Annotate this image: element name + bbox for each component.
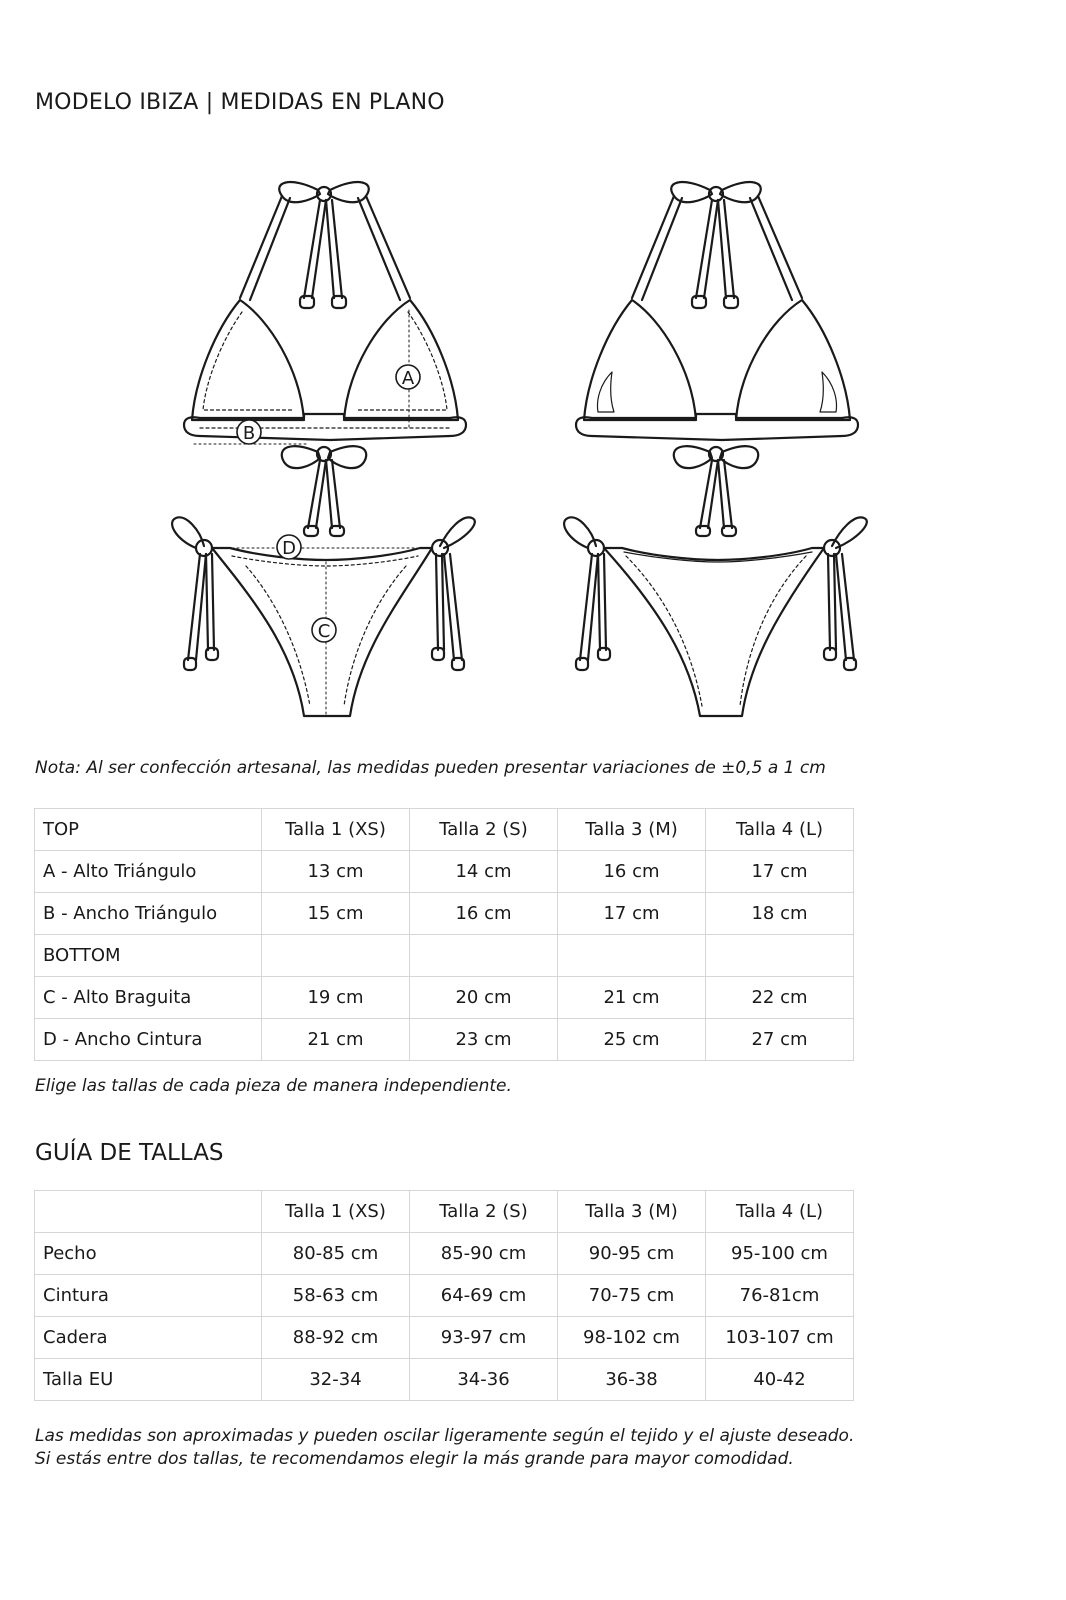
- front-bottom-drawing: [172, 517, 475, 716]
- table-cell: 34-36: [410, 1359, 558, 1401]
- table-cell: 27 cm: [706, 1019, 854, 1061]
- table-row: [35, 1019, 854, 1061]
- table-cell: 19 cm: [262, 977, 410, 1019]
- table-row: [35, 851, 854, 893]
- table-row: [35, 893, 854, 935]
- table-cell: C - Alto Braguita: [35, 977, 262, 1019]
- table-cell: Talla 2 (S): [410, 1191, 558, 1233]
- table-cell: 93-97 cm: [410, 1317, 558, 1359]
- label-marker-b: [237, 420, 261, 444]
- table-cell: 17 cm: [558, 893, 706, 935]
- table-cell: 25 cm: [558, 1019, 706, 1061]
- table-row: [35, 1275, 854, 1317]
- table-cell: 88-92 cm: [262, 1317, 410, 1359]
- table-row: [35, 1317, 854, 1359]
- table-cell: [35, 1191, 262, 1233]
- table-cell: [262, 935, 410, 977]
- table-cell: 36-38: [558, 1359, 706, 1401]
- table-cell: 21 cm: [262, 1019, 410, 1061]
- table-row: [35, 1233, 854, 1275]
- svg-text:B: B: [242, 423, 256, 444]
- back-bottom-drawing: [564, 517, 867, 716]
- svg-text:C: C: [317, 621, 331, 642]
- table-cell: 23 cm: [410, 1019, 558, 1061]
- table-cell: 103-107 cm: [706, 1317, 854, 1359]
- table-cell: 85-90 cm: [410, 1233, 558, 1275]
- svg-text:D: D: [282, 538, 296, 559]
- label-marker-c: [312, 618, 336, 642]
- table-cell: 20 cm: [410, 977, 558, 1019]
- table-cell: Talla 3 (M): [558, 809, 706, 851]
- footer-line-1: Las medidas son aproximadas y pueden oscilar ligeramente según el tejido y el ajuste deseado.: [35, 1426, 855, 1446]
- table-cell: 98-102 cm: [558, 1317, 706, 1359]
- table-cell: [410, 935, 558, 977]
- table-cell: Pecho: [35, 1233, 262, 1275]
- table-cell: Talla EU: [35, 1359, 262, 1401]
- page-title: MODELO IBIZA | MEDIDAS EN PLANO: [35, 90, 445, 115]
- table-row: [35, 809, 854, 851]
- footer-line-2: Si estás entre dos tallas, te recomendamos elegir la más grande para mayor comodidad.: [35, 1449, 794, 1469]
- measures-table: [34, 808, 854, 1061]
- label-marker-a: [396, 365, 420, 389]
- table-cell: Talla 3 (M): [558, 1191, 706, 1233]
- table-cell: [558, 935, 706, 977]
- table-cell: [706, 935, 854, 977]
- table-cell: Cintura: [35, 1275, 262, 1317]
- table-cell: BOTTOM: [35, 935, 262, 977]
- table-cell: 58-63 cm: [262, 1275, 410, 1317]
- table-cell: Cadera: [35, 1317, 262, 1359]
- table-cell: 22 cm: [706, 977, 854, 1019]
- table-cell: Talla 1 (XS): [262, 809, 410, 851]
- svg-text:A: A: [401, 368, 415, 389]
- table-cell: 40-42: [706, 1359, 854, 1401]
- table-cell: 17 cm: [706, 851, 854, 893]
- table-row: [35, 1359, 854, 1401]
- table-row: [35, 977, 854, 1019]
- table-cell: Talla 4 (L): [706, 809, 854, 851]
- table-cell: Talla 1 (XS): [262, 1191, 410, 1233]
- table-cell: Talla 2 (S): [410, 809, 558, 851]
- table-cell: TOP: [35, 809, 262, 851]
- table-cell: Talla 4 (L): [706, 1191, 854, 1233]
- independent-sizes-note: Elige las tallas de cada pieza de manera independiente.: [35, 1076, 512, 1096]
- table-cell: 14 cm: [410, 851, 558, 893]
- table-cell: 76-81cm: [706, 1275, 854, 1317]
- table-cell: 70-75 cm: [558, 1275, 706, 1317]
- table-cell: 13 cm: [262, 851, 410, 893]
- front-top-drawing: [184, 182, 466, 536]
- table-cell: 18 cm: [706, 893, 854, 935]
- table-cell: 15 cm: [262, 893, 410, 935]
- table-cell: 16 cm: [558, 851, 706, 893]
- table-cell: 16 cm: [410, 893, 558, 935]
- table-row: [35, 935, 854, 977]
- variation-note: Nota: Al ser confección artesanal, las medidas pueden presentar variaciones de ±0,5 a 1 cm: [35, 758, 826, 778]
- label-marker-d: [277, 535, 301, 559]
- size-guide-table: [34, 1190, 854, 1401]
- table-cell: 90-95 cm: [558, 1233, 706, 1275]
- table-cell: D - Ancho Cintura: [35, 1019, 262, 1061]
- table-cell: 80-85 cm: [262, 1233, 410, 1275]
- footer-note: [35, 1425, 854, 1471]
- table-row: [35, 1191, 854, 1233]
- table-cell: 21 cm: [558, 977, 706, 1019]
- size-guide-title: GUÍA DE TALLAS: [35, 1140, 224, 1166]
- table-cell: 95-100 cm: [706, 1233, 854, 1275]
- table-cell: A - Alto Triángulo: [35, 851, 262, 893]
- back-top-drawing: [576, 182, 858, 536]
- bikini-technical-drawing: [150, 165, 890, 725]
- table-cell: 64-69 cm: [410, 1275, 558, 1317]
- table-cell: 32-34: [262, 1359, 410, 1401]
- table-cell: B - Ancho Triángulo: [35, 893, 262, 935]
